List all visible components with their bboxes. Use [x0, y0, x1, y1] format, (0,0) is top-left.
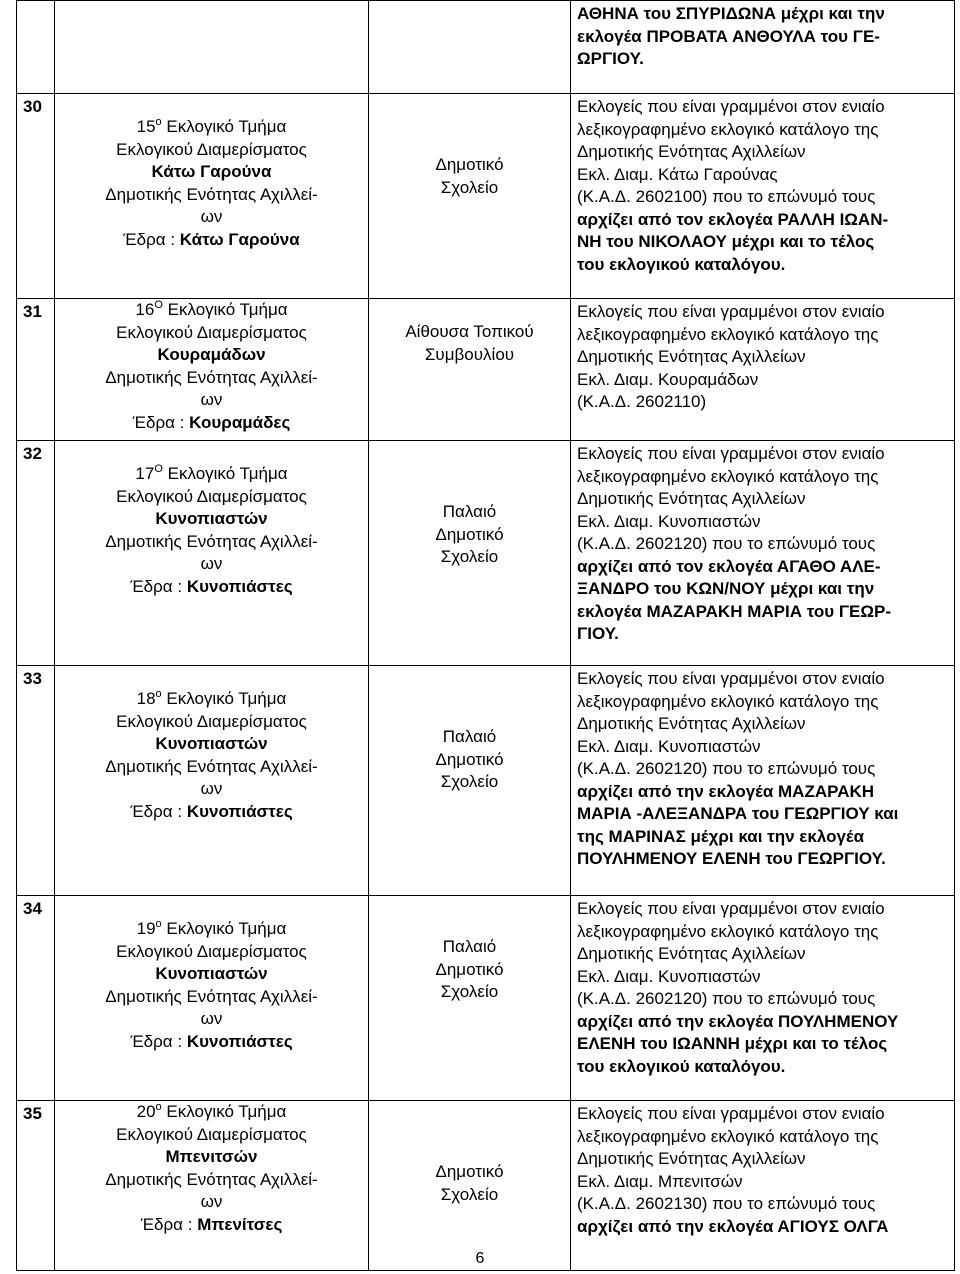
row-number: 31 — [17, 299, 55, 441]
description-line: Εκλογείς που είναι γραμμένοι στον ενιαίο — [577, 1104, 885, 1123]
municipal-unit-line: Δημοτικής Ενότητας Αχιλλεί- — [105, 531, 318, 551]
description-bold-line: αρχίζει από την εκλογέα ΠΟΥΛΗΜΕΝΟΥ — [577, 1011, 899, 1031]
table-row — [17, 1101, 955, 1271]
description-line: Δημοτικής Ενότητας Αχιλλείων — [577, 347, 806, 366]
section-district-name: Κυνοπιαστών — [155, 964, 268, 983]
location-cell — [369, 1, 571, 94]
seat-line — [61, 1031, 362, 1054]
location-line: Συμβουλίου — [424, 344, 515, 364]
table-row-continuation — [17, 1, 955, 94]
description-line: Εκλογείς που είναι γραμμένοι στον ενιαίο — [577, 899, 885, 918]
location-line: Σχολείο — [440, 1184, 499, 1204]
description-line: Δημοτικής Ενότητας Αχιλλείων — [577, 714, 806, 733]
table-row — [17, 94, 955, 299]
seat-line — [61, 801, 362, 824]
description-line: (Κ.Α.Δ. 2602110) — [577, 392, 707, 411]
description-line: λεξικογραφημένο εκλογικό κατάλογο της — [577, 324, 879, 344]
location-line: Σχολείο — [440, 982, 499, 1001]
location-line: Δημοτικό — [435, 749, 504, 769]
location-line: Σχολείο — [440, 177, 499, 197]
seat-label: Έδρα : — [130, 801, 183, 821]
description-bold-line: αρχίζει από την εκλογέα ΜΑΖΑΡΑΚΗ — [577, 781, 875, 801]
description-line: (Κ.Α.Δ. 2602120) που το επώνυμό τους — [577, 759, 876, 778]
description-line: Εκλογείς που είναι γραμμένοι στον ενιαίο — [577, 97, 885, 116]
location-line: Δημοτικό — [435, 959, 504, 979]
section-cell — [55, 896, 369, 1101]
description-cell — [571, 94, 955, 299]
description-line: Εκλ. Διαμ. Μπενιτσών — [577, 1171, 743, 1191]
section-district-label: Εκλογικού Διαμερίσματος — [116, 486, 307, 506]
description-line: Εκλ. Διαμ. Κάτω Γαρούνας — [577, 164, 778, 184]
section-heading — [61, 1101, 362, 1124]
description-line: Εκλογείς που είναι γραμμένοι στον ενιαίο — [577, 669, 885, 688]
section-title: Εκλογικό Τμήμα — [166, 1102, 287, 1121]
description-line: Εκλ. Διαμ. Κουραμάδων — [577, 369, 759, 389]
section-cell — [55, 1101, 369, 1271]
section-ordinal: ο — [155, 688, 162, 700]
municipal-unit-line: ων — [200, 779, 223, 798]
description-line: Εκλ. Διαμ. Κυνοπιαστών — [577, 966, 761, 986]
section-heading — [61, 299, 362, 322]
description-line: λεξικογραφημένο εκλογικό κατάλογο της — [577, 119, 879, 139]
section-ordinal: ο — [155, 918, 162, 930]
seat-label: Έδρα : — [130, 576, 183, 596]
description-bold-line: ΜΑΡΙΑ -ΑΛΕΞΑΝΔΡΑ του ΓΕΩΡΓΙΟΥ και — [577, 804, 899, 823]
location-line: Δημοτικό — [435, 155, 504, 174]
seat-value: Κυνοπιάστες — [186, 576, 293, 596]
section-title: Εκλογικό Τμήμα — [166, 117, 287, 136]
municipal-unit-line: Δημοτικής Ενότητας Αχιλλεί- — [105, 986, 318, 1006]
table-row — [17, 666, 955, 896]
section-cell — [55, 299, 369, 441]
description-bold-line: του εκλογικού καταλόγου. — [577, 254, 786, 274]
row-number: 34 — [17, 896, 55, 1101]
page-number: 6 — [475, 1250, 485, 1267]
seat-value: Κυνοπιάστες — [186, 801, 293, 821]
description-line: Εκλ. Διαμ. Κυνοπιαστών — [577, 736, 761, 756]
description-bold-line: ΠΟΥΛΗΜΕΝΟΥ ΕΛΕΝΗ του ΓΕΩΡΓΙΟΥ. — [577, 849, 886, 868]
municipal-unit-line: Δημοτικής Ενότητας Αχιλλεί- — [105, 1169, 318, 1189]
location-line: Παλαιό — [442, 937, 497, 956]
municipal-unit-line: Δημοτικής Ενότητας Αχιλλεί- — [105, 184, 318, 204]
description-cell — [571, 1101, 955, 1271]
section-cell — [55, 94, 369, 299]
location-cell — [369, 1101, 571, 1271]
description-line: Εκλογείς που είναι γραμμένοι στον ενιαίο — [577, 302, 885, 321]
description-cell — [571, 441, 955, 666]
location-line: Δημοτικό — [435, 1162, 504, 1181]
section-number: 17 — [135, 464, 155, 483]
section-number: 15 — [136, 117, 156, 136]
section-district-label: Εκλογικού Διαμερίσματος — [116, 1124, 307, 1144]
location-cell — [369, 441, 571, 666]
description-line: (Κ.Α.Δ. 2602130) που το επώνυμό τους — [577, 1194, 876, 1213]
section-number: 16 — [135, 300, 155, 319]
section-cell — [55, 441, 369, 666]
seat-value: Κάτω Γαρούνα — [179, 229, 300, 249]
section-title: Εκλογικό Τμήμα — [167, 464, 288, 483]
municipal-unit-line: Δημοτικής Ενότητας Αχιλλεί- — [105, 367, 318, 387]
description-line: (Κ.Α.Δ. 2602120) που το επώνυμό τους — [577, 534, 876, 553]
municipal-unit-line: ων — [200, 390, 223, 409]
seat-value: Κουραμάδες — [189, 412, 291, 432]
seat-line — [61, 576, 362, 599]
section-district-label: Εκλογικού Διαμερίσματος — [116, 941, 307, 961]
seat-value: Μπενίτσες — [197, 1214, 283, 1234]
municipal-unit-line: ων — [200, 207, 223, 226]
section-district-name: Κυνοπιαστών — [155, 509, 268, 528]
description-line: ΑΘΗΝΑ του ΣΠΥΡΙΔΩΝΑ μέχρι και την — [577, 4, 885, 23]
table-row — [17, 299, 955, 441]
description-line: λεξικογραφημένο εκλογικό κατάλογο της — [577, 466, 879, 486]
section-cell — [55, 666, 369, 896]
section-ordinal: ο — [155, 1101, 162, 1113]
location-line: Παλαιό — [442, 502, 497, 521]
description-line: Δημοτικής Ενότητας Αχιλλείων — [577, 142, 806, 161]
description-line: (Κ.Α.Δ. 2602100) που το επώνυμό τους — [577, 187, 876, 206]
description-line: Δημοτικής Ενότητας Αχιλλείων — [577, 489, 806, 508]
location-line: Παλαιό — [442, 727, 497, 746]
seat-label: Έδρα : — [130, 1031, 183, 1051]
section-title: Εκλογικό Τμήμα — [166, 919, 287, 938]
seat-line — [61, 1214, 362, 1237]
polling-stations-table — [16, 0, 955, 1271]
description-bold-line: αρχίζει από τον εκλογέα ΑΓΑΘΟ ΑΛΕ- — [577, 556, 881, 576]
section-title: Εκλογικό Τμήμα — [167, 300, 288, 319]
description-line: ΩΡΓΙΟΥ. — [577, 49, 644, 68]
description-bold-line: ΝΗ του ΝΙΚΟΛΑΟΥ μέχρι και το τέλος — [577, 232, 875, 251]
section-ordinal: ο — [155, 116, 162, 128]
section-heading — [61, 463, 362, 486]
section-district-name: Κυνοπιαστών — [155, 734, 268, 753]
description-cell — [571, 299, 955, 441]
section-heading — [61, 688, 362, 711]
seat-value: Κυνοπιάστες — [186, 1031, 293, 1051]
section-heading — [61, 116, 362, 139]
seat-label: Έδρα : — [132, 412, 185, 432]
description-bold-line: ΓΙΟΥ. — [577, 624, 619, 643]
seat-label: Έδρα : — [123, 229, 176, 249]
description-bold-line: εκλογέα ΜΑΖΑΡΑΚΗ ΜΑΡΙΑ του ΓΕΩΡ- — [577, 601, 892, 621]
table-body — [17, 1, 955, 1271]
section-ordinal: Ο — [154, 463, 163, 475]
table-row — [17, 441, 955, 666]
description-cell — [571, 666, 955, 896]
location-line: Αίθουσα Τοπικού — [405, 322, 534, 341]
section-district-name: Κάτω Γαρούνα — [151, 162, 272, 181]
municipal-unit-line: ων — [200, 1192, 223, 1211]
table-row — [17, 896, 955, 1101]
municipal-unit-line: ων — [200, 554, 223, 573]
location-cell — [369, 94, 571, 299]
row-number-cell — [17, 1, 55, 94]
row-number: 30 — [17, 94, 55, 299]
row-number: 32 — [17, 441, 55, 666]
municipal-unit-line: Δημοτικής Ενότητας Αχιλλεί- — [105, 756, 318, 776]
description-line: Εκλογείς που είναι γραμμένοι στον ενιαίο — [577, 444, 885, 463]
description-bold-line: ΕΛΕΝΗ του ΙΩΑΝΝΗ μέχρι και το τέλος — [577, 1034, 888, 1053]
location-cell — [369, 896, 571, 1101]
description-bold-line: του εκλογικού καταλόγου. — [577, 1056, 786, 1076]
location-line: Σχολείο — [440, 547, 499, 566]
description-bold-line: αρχίζει από τον εκλογέα ΡΑΛΛΗ ΙΩΑΝ- — [577, 209, 889, 229]
section-district-label: Εκλογικού Διαμερίσματος — [116, 322, 307, 342]
description-line: Δημοτικής Ενότητας Αχιλλείων — [577, 944, 806, 963]
description-line: Εκλ. Διαμ. Κυνοπιαστών — [577, 511, 761, 531]
description-line: λεξικογραφημένο εκλογικό κατάλογο της — [577, 1126, 879, 1146]
description-bold-line: της ΜΑΡΙΝΑΣ μέχρι και την εκλογέα — [577, 826, 865, 846]
section-title: Εκλογικό Τμήμα — [166, 689, 287, 708]
section-ordinal: Ο — [154, 299, 163, 311]
location-cell — [369, 666, 571, 896]
location-cell — [369, 299, 571, 441]
row-number: 33 — [17, 666, 55, 896]
description-line: Δημοτικής Ενότητας Αχιλλείων — [577, 1149, 806, 1168]
section-district-name: Κουραμάδων — [157, 345, 266, 364]
section-district-label: Εκλογικού Διαμερίσματος — [116, 711, 307, 731]
description-line: (Κ.Α.Δ. 2602120) που το επώνυμό τους — [577, 989, 876, 1008]
section-number: 19 — [136, 919, 156, 938]
location-line: Δημοτικό — [435, 524, 504, 544]
section-number: 20 — [136, 1102, 156, 1121]
section-heading — [61, 918, 362, 941]
location-line: Σχολείο — [440, 772, 499, 791]
description-line: λεξικογραφημένο εκλογικό κατάλογο της — [577, 921, 879, 941]
section-number: 18 — [136, 689, 156, 708]
seat-line — [61, 229, 362, 252]
description-line: λεξικογραφημένο εκλογικό κατάλογο της — [577, 691, 879, 711]
section-district-label: Εκλογικού Διαμερίσματος — [116, 139, 307, 159]
section-cell — [55, 1, 369, 94]
description-bold-line: αρχίζει από την εκλογέα ΑΓΙΟΥΣ ΟΛΓΑ — [577, 1216, 889, 1236]
municipal-unit-line: ων — [200, 1009, 223, 1028]
description-line: εκλογέα ΠΡΟΒΑΤΑ ΑΝΘΟΥΛΑ του ΓΕ- — [577, 26, 880, 46]
seat-line — [61, 412, 362, 435]
seat-label: Έδρα : — [140, 1214, 193, 1234]
description-bold-line: ΞΑΝΔΡΟ του ΚΩΝ/ΝΟΥ μέχρι και την — [577, 579, 875, 598]
row-number: 35 — [17, 1101, 55, 1271]
section-district-name: Μπενιτσών — [165, 1147, 258, 1166]
description-cell — [571, 1, 955, 94]
description-cell — [571, 896, 955, 1101]
